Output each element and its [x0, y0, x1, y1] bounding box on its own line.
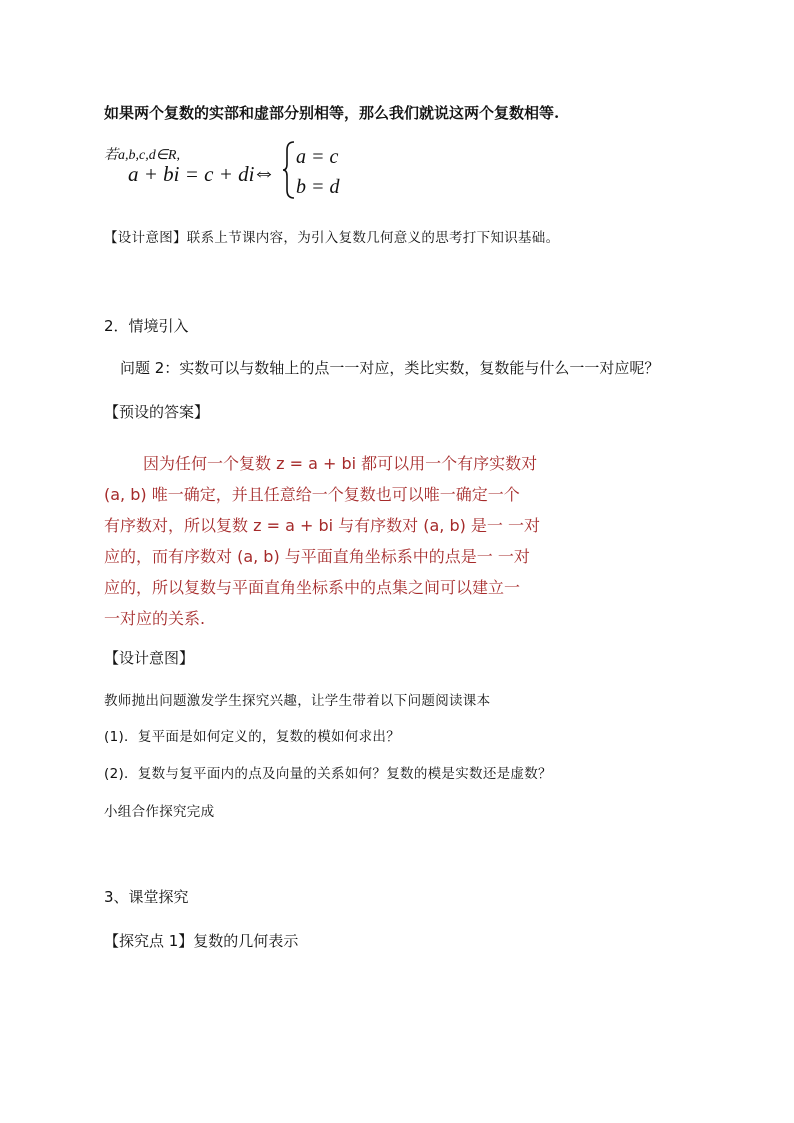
answer-line: 应的，所以复数与平面直角坐标系中的点集之间可以建立一: [104, 578, 521, 597]
design-intent-2-heading: 【设计意图】: [104, 649, 195, 667]
question-item-1: (1)．复平面是如何定义的，复数的模如何求出？: [104, 729, 401, 745]
question-2: 问题 2：实数可以与数轴上的点一一对应，类比实数，复数能与什么一一对应呢？: [120, 359, 660, 377]
formula-case-1: a = c: [296, 146, 339, 168]
answer-line: 因为任何一个复数 z = a + bi 都可以用一个有序实数对: [143, 454, 538, 473]
answer-line: 一对应的关系.: [104, 609, 206, 628]
section-3-heading: 3、课堂探究: [104, 888, 189, 906]
left-brace-icon: [282, 140, 296, 200]
answer-line: (a, b) 唯一确定，并且任意给一个复数也可以唯一确定一个: [104, 485, 520, 504]
explore-point-1: 【探究点 1】复数的几何表示: [104, 932, 299, 950]
answer-line: 应的，而有序数对 (a, b) 与平面直角坐标系中的点是一 一对: [104, 547, 530, 566]
preset-answer-heading: 【预设的答案】: [104, 403, 210, 421]
question-item-2: (2)．复数与复平面内的点及向量的关系如何？复数的模是实数还是虚数？: [104, 766, 552, 782]
formula-iff: ⇔: [252, 160, 276, 186]
teacher-line: 教师抛出问题激发学生探究兴趣，让学生带着以下问题阅读课本: [104, 693, 491, 709]
section-2-heading: 2．情境引入: [104, 317, 189, 335]
definition-line: 如果两个复数的实部和虚部分别相等，那么我们就说这两个复数相等.: [104, 104, 560, 122]
formula-equation: a + bi = c + di: [128, 162, 255, 186]
formula-case-2: b = d: [296, 176, 340, 198]
group-line: 小组合作探究完成: [104, 804, 215, 820]
answer-line: 有序数对，所以复数 z = a + bi 与有序数对 (a, b) 是一 一对: [104, 516, 541, 535]
formula-condition: 若a,b,c,d∈R,: [104, 148, 180, 163]
design-intent-1: 【设计意图】联系上节课内容，为引入复数几何意义的思考打下知识基础。: [104, 230, 560, 246]
